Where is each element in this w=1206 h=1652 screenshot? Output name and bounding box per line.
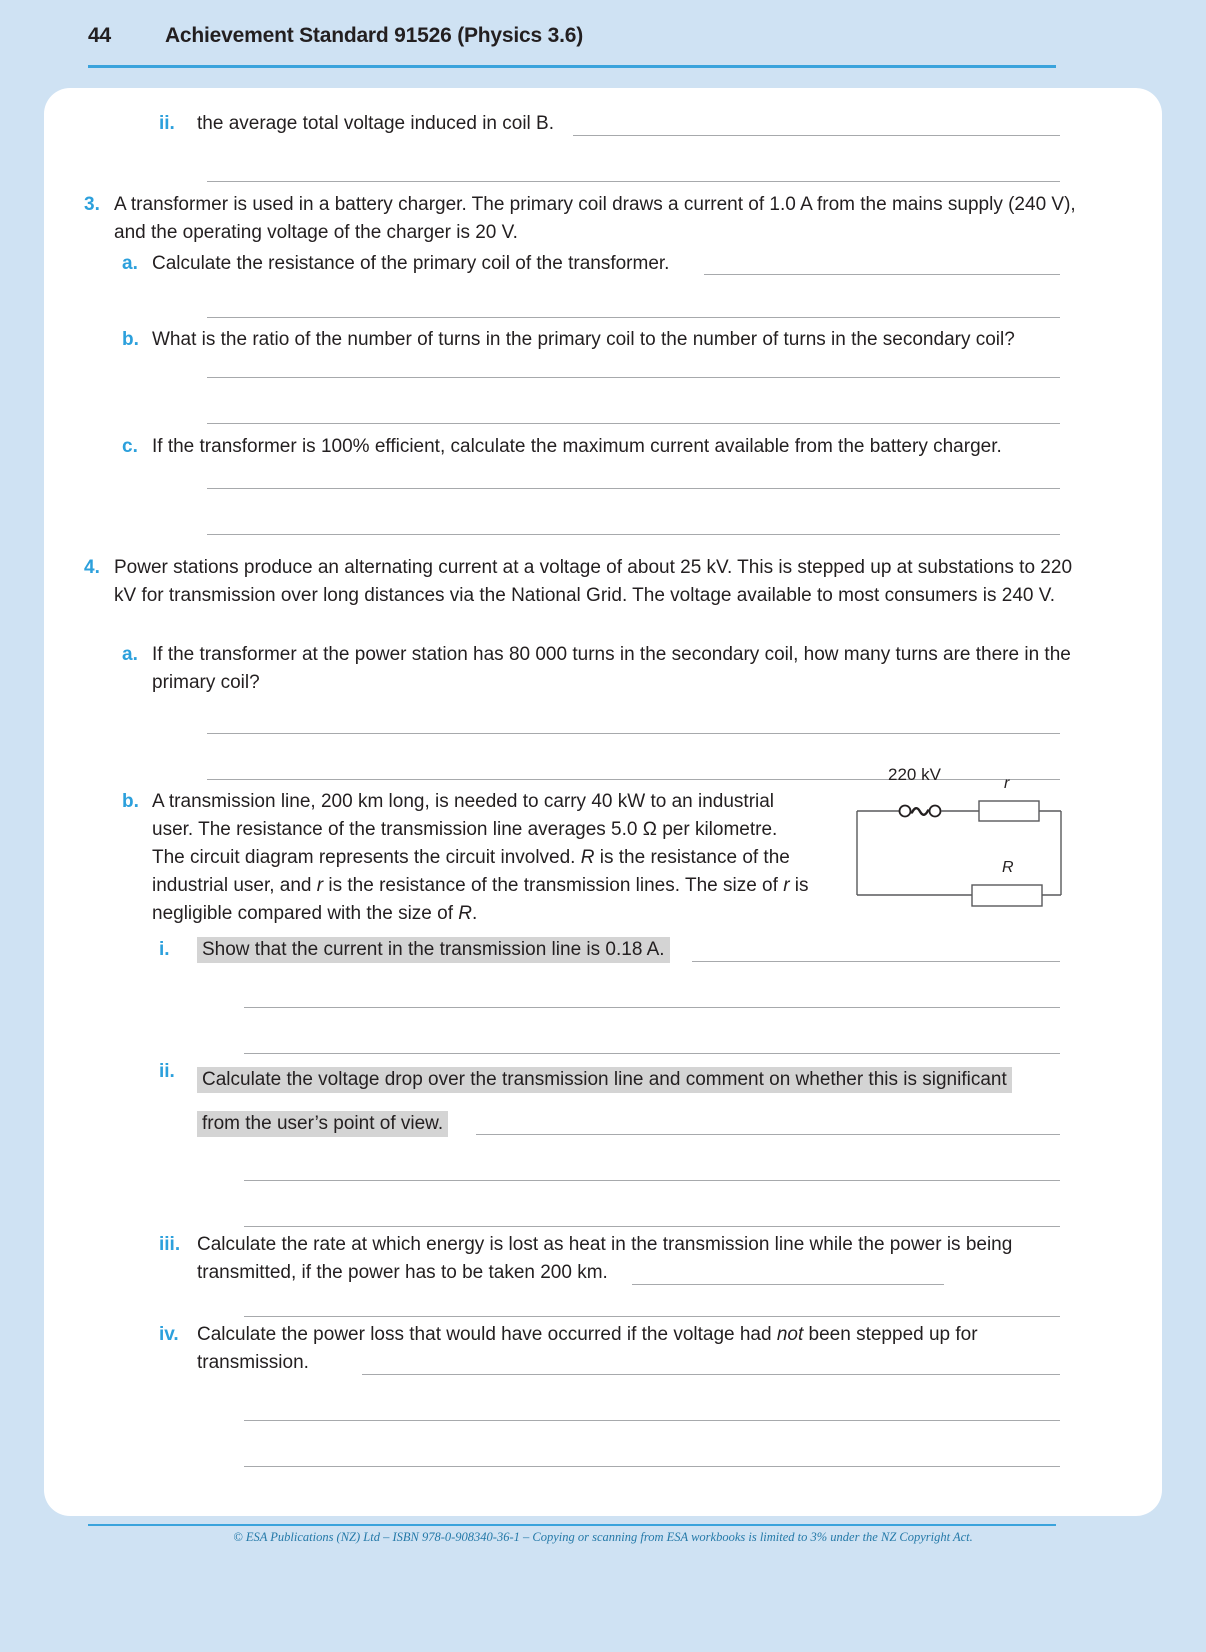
item-text: If the transformer is 100% efficient, calculate the maximum current available from the battery charger. (152, 436, 1002, 457)
circuit-diagram (854, 765, 1064, 908)
item-text-highlight-line1: Calculate the voltage drop over the transmission line and comment on whether this is significant (197, 1067, 1012, 1093)
question-4 (84, 554, 1080, 610)
item-text-line2: user. The resistance of the transmission line averages 5.0 Ω per kilometre. (152, 819, 778, 840)
question-stem: A transformer is used in a battery charger. The primary coil draws a current of 1.0 A from the mains supply (240 V), and the operating voltage of the charger is 20 V. (114, 194, 1076, 243)
answer-line[interactable] (207, 423, 1060, 424)
item-marker: ii. (159, 113, 175, 134)
item-text: If the transformer at the power station has 80 000 turns in the secondary coil, how many turns are there in the primary coil? (152, 644, 1071, 693)
answer-line[interactable] (244, 1420, 1060, 1421)
question-4b-item-iv (159, 1321, 1079, 1377)
page-title: Achievement Standard 91526 (Physics 3.6) (164, 24, 583, 47)
item-marker: iii. (159, 1234, 181, 1255)
question-3-part-b (122, 326, 1080, 354)
item-text-line1: A transmission line, 200 km long, is needed to carry 40 kW to an industrial (152, 791, 775, 812)
answer-line[interactable] (207, 181, 1060, 182)
header-divider (88, 65, 1056, 68)
page-number: 44 (88, 24, 111, 47)
answer-line[interactable] (244, 1226, 1060, 1227)
answer-line[interactable] (244, 1053, 1060, 1054)
item-text-highlight: Show that the current in the transmission line is 0.18 A. (197, 937, 670, 963)
item-marker: ii. (159, 1061, 175, 1082)
question-marker: 4. (84, 557, 100, 578)
worksheet-card (44, 88, 1162, 1516)
answer-line[interactable] (244, 1466, 1060, 1467)
item-text-line2: transmission. (197, 1352, 309, 1373)
question-3-part-c (122, 433, 1080, 461)
answer-line[interactable] (244, 1316, 1060, 1317)
answer-line[interactable] (692, 961, 1060, 962)
item-marker: a. (122, 644, 138, 665)
answer-line[interactable] (476, 1134, 1060, 1135)
item-text: Calculate the resistance of the primary coil of the transformer. (152, 253, 670, 274)
circuit-source-label: 220 kV (888, 765, 941, 784)
item-text-line5: negligible compared with the size of R. (152, 903, 478, 924)
item-text: What is the ratio of the number of turns in the primary coil to the number of turns in the secondary coil? (152, 329, 1015, 350)
item-text-line3: The circuit diagram represents the circuit involved. R is the resistance of the (152, 847, 790, 868)
item-marker: a. (122, 253, 138, 274)
answer-line[interactable] (207, 377, 1060, 378)
answer-line[interactable] (362, 1374, 1060, 1375)
question-3 (84, 191, 1080, 247)
answer-line[interactable] (704, 274, 1060, 275)
item-text-line1: Calculate the rate at which energy is lost as heat in the transmission line while the power is being (197, 1234, 1013, 1255)
question-4-part-a (122, 641, 1080, 697)
item-marker: c. (122, 436, 138, 457)
footer-divider (88, 1524, 1056, 1526)
answer-line[interactable] (244, 1180, 1060, 1181)
item-text (152, 788, 882, 928)
question-4b-item-iii (159, 1231, 1079, 1287)
question-4-part-b (122, 788, 882, 928)
item-text: the average total voltage induced in coil B. (197, 113, 555, 134)
answer-line[interactable] (207, 534, 1060, 535)
question-stem: Power stations produce an alternating current at a voltage of about 25 kV. This is stepped up at substations to 220 kV for transmission over long distances via the National Grid. The voltage available to most consumers is 240 V. (114, 557, 1073, 606)
item-marker: b. (122, 791, 139, 812)
answer-line[interactable] (573, 135, 1060, 136)
answer-line[interactable] (632, 1284, 944, 1285)
circuit-resistor-r-label: r (1004, 775, 1010, 792)
answer-line[interactable] (207, 488, 1060, 489)
item-text-highlight-line2: from the user’s point of view. (197, 1111, 448, 1137)
item-text-line2: transmitted, if the power has to be taken 200 km. (197, 1262, 608, 1283)
item-marker: i. (159, 939, 170, 960)
item-text-line4: industrial user, and r is the resistance of the transmission lines. The size of r is (152, 875, 809, 896)
answer-line[interactable] (207, 317, 1060, 318)
answer-line[interactable] (244, 1007, 1060, 1008)
answer-line[interactable] (207, 733, 1060, 734)
circuit-resistor-R-label: R (1002, 859, 1014, 876)
item-marker: iv. (159, 1324, 179, 1345)
question-4b-item-ii (159, 1058, 1079, 1146)
page-header (0, 0, 1206, 72)
question-4b-item-i (159, 936, 1079, 964)
item-marker: b. (122, 329, 139, 350)
question-2-part-ii (159, 110, 1079, 138)
footer-copyright: © ESA Publications (NZ) Ltd – ISBN 978-0-908340-36-1 – Copying or scanning from ESA workbooks is limited to 3% under the NZ Copyright Act. (233, 1530, 973, 1544)
item-text-line1: Calculate the power loss that would have occurred if the voltage had not been stepped up for (197, 1324, 978, 1345)
question-marker: 3. (84, 194, 100, 215)
